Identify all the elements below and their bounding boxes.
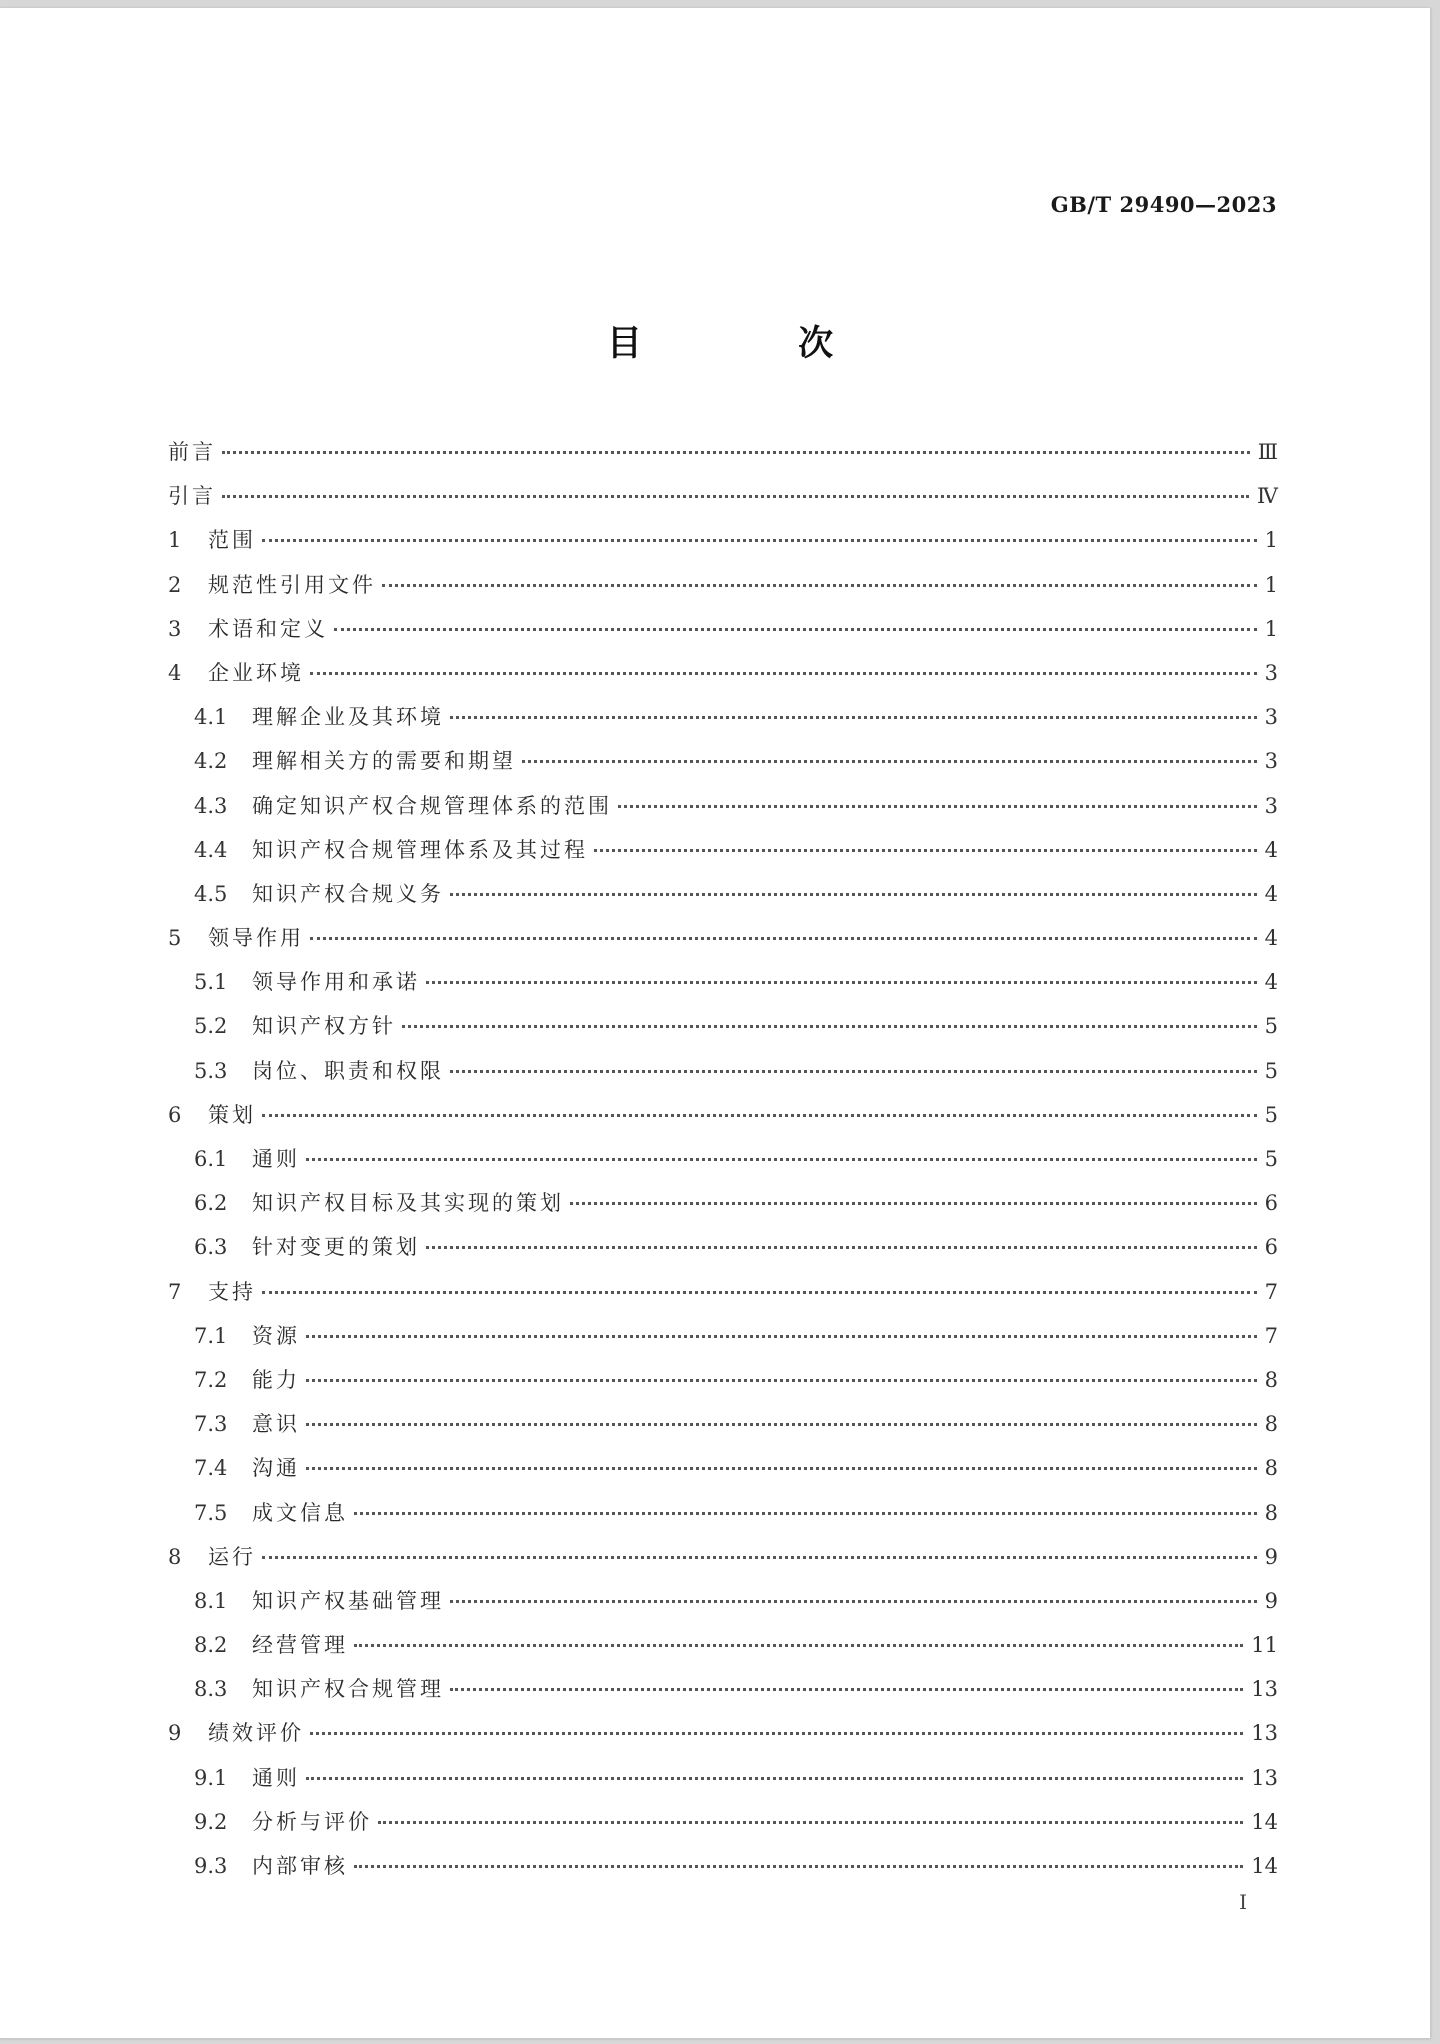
toc-entry-number: 4.3 bbox=[194, 793, 228, 818]
toc-entry-number: 8.2 bbox=[194, 1633, 228, 1658]
toc-entry-page: 14 bbox=[1251, 1809, 1278, 1834]
toc-entry[interactable] bbox=[168, 922, 1278, 966]
toc-entry[interactable] bbox=[168, 1276, 1278, 1320]
toc-entry-title: 针对变更的策划 bbox=[252, 1235, 420, 1260]
toc-entry[interactable] bbox=[168, 1806, 1278, 1850]
toc-entry[interactable] bbox=[168, 569, 1278, 613]
toc-entry-title: 通则 bbox=[252, 1765, 300, 1790]
toc-leader-dots bbox=[262, 539, 1257, 542]
toc-entry-page: 4 bbox=[1264, 970, 1278, 995]
toc-leader-dots bbox=[450, 893, 1257, 896]
standard-code: GB/T 29490—2023 bbox=[1050, 192, 1277, 217]
toc-entry-page: 14 bbox=[1251, 1854, 1278, 1878]
toc-entry-title: 成文信息 bbox=[252, 1500, 348, 1525]
toc-leader-dots bbox=[222, 495, 1249, 498]
toc-entry-title: 能力 bbox=[252, 1367, 300, 1392]
toc-entry[interactable] bbox=[168, 1497, 1278, 1541]
toc-entry-page: 13 bbox=[1251, 1765, 1278, 1790]
toc-entry[interactable] bbox=[168, 1010, 1278, 1054]
toc-entry-number: 4.5 bbox=[194, 881, 228, 906]
toc-entry-title: 支持 bbox=[208, 1279, 256, 1304]
toc-entry-page: 6 bbox=[1264, 1191, 1278, 1216]
toc-entry[interactable] bbox=[168, 790, 1278, 834]
toc-entry[interactable] bbox=[168, 1762, 1278, 1806]
toc-leader-dots bbox=[310, 937, 1257, 940]
toc-entry-page: 5 bbox=[1264, 1147, 1278, 1171]
toc-leader-dots bbox=[450, 1070, 1257, 1073]
toc-leader-dots bbox=[522, 760, 1257, 763]
toc-entry-title: 岗位、职责和权限 bbox=[252, 1058, 444, 1083]
toc-entry-title: 确定知识产权合规管理体系的范围 bbox=[252, 793, 612, 818]
toc-entry-title: 通则 bbox=[252, 1147, 300, 1171]
toc-entry-number: 7.2 bbox=[194, 1367, 228, 1392]
toc-entry-page: 5 bbox=[1264, 1102, 1278, 1127]
toc-entry-title: 领导作用 bbox=[208, 926, 304, 951]
toc-entry-page: 4 bbox=[1264, 926, 1278, 951]
toc-leader-dots bbox=[354, 1512, 1257, 1515]
toc-entry[interactable] bbox=[168, 1099, 1278, 1143]
toc-entry-page: 13 bbox=[1251, 1677, 1278, 1702]
toc-entry[interactable] bbox=[168, 1364, 1278, 1408]
toc-leader-dots bbox=[450, 1600, 1257, 1603]
toc-leader-dots bbox=[306, 1335, 1257, 1338]
toc-entry-title: 知识产权合规管理体系及其过程 bbox=[252, 837, 588, 862]
toc-entry-title: 范围 bbox=[208, 528, 256, 553]
toc-entry-page: 3 bbox=[1264, 749, 1278, 774]
toc-entry-number: 6.1 bbox=[194, 1147, 228, 1171]
toc-entry-title: 绩效评价 bbox=[208, 1721, 304, 1746]
toc-entry[interactable] bbox=[168, 966, 1278, 1010]
toc-entry-number: 7 bbox=[168, 1279, 182, 1304]
toc-entry[interactable] bbox=[168, 878, 1278, 922]
toc-leader-dots bbox=[426, 981, 1257, 984]
toc-entry-page: 5 bbox=[1264, 1014, 1278, 1039]
toc-leader-dots bbox=[450, 716, 1257, 719]
toc-entry-page: 3 bbox=[1264, 660, 1278, 685]
toc-entry-number: 8.1 bbox=[194, 1588, 228, 1613]
toc-leader-dots bbox=[262, 1556, 1257, 1559]
toc-entry-title: 领导作用和承诺 bbox=[252, 970, 420, 995]
toc-entry-number: 7.3 bbox=[194, 1412, 228, 1437]
document-page bbox=[0, 8, 1431, 2039]
toc-entry[interactable] bbox=[168, 1629, 1278, 1673]
toc-entry-page: 8 bbox=[1264, 1456, 1278, 1481]
toc-entry-title: 术语和定义 bbox=[208, 616, 328, 641]
toc-entry-number: 4.1 bbox=[194, 705, 228, 730]
toc-entry-title: 运行 bbox=[208, 1544, 256, 1569]
toc-entry-page: 8 bbox=[1264, 1500, 1278, 1525]
toc-entry-page: 7 bbox=[1264, 1323, 1278, 1348]
toc-entry-number: 4 bbox=[168, 660, 182, 685]
toc-entry-number: 9.2 bbox=[194, 1809, 228, 1834]
toc-entry-title: 知识产权合规义务 bbox=[252, 881, 444, 906]
toc-entry-number: 5.2 bbox=[194, 1014, 228, 1039]
toc-entry[interactable] bbox=[168, 524, 1278, 568]
toc-entry-title: 沟通 bbox=[252, 1456, 300, 1481]
toc-entry-number: 1 bbox=[168, 528, 182, 553]
toc-entry-number: 9 bbox=[168, 1721, 182, 1746]
toc-leader-dots bbox=[402, 1025, 1257, 1028]
toc-entry[interactable] bbox=[168, 436, 1278, 480]
page-title: 目 次 bbox=[606, 324, 906, 364]
toc-entry-number: 5 bbox=[168, 926, 182, 951]
toc-entry-title: 知识产权合规管理 bbox=[252, 1677, 444, 1702]
toc-leader-dots bbox=[618, 805, 1257, 808]
toc-entry-page: 4 bbox=[1264, 837, 1278, 862]
toc-entry[interactable] bbox=[168, 1320, 1278, 1364]
toc-leader-dots bbox=[354, 1644, 1243, 1647]
toc-entry[interactable] bbox=[168, 657, 1278, 701]
toc-entry[interactable] bbox=[168, 480, 1278, 524]
toc-entry[interactable] bbox=[168, 1055, 1278, 1099]
toc-entry-title: 理解企业及其环境 bbox=[252, 705, 444, 730]
toc-leader-dots bbox=[222, 451, 1250, 454]
table-of-contents bbox=[168, 436, 1278, 1894]
toc-entry-number: 7.5 bbox=[194, 1500, 228, 1525]
toc-leader-dots bbox=[306, 1423, 1257, 1426]
toc-entry-number: 6.3 bbox=[194, 1235, 228, 1260]
toc-entry-page: 9 bbox=[1264, 1588, 1278, 1613]
toc-entry[interactable] bbox=[168, 1231, 1278, 1275]
toc-leader-dots bbox=[306, 1467, 1257, 1470]
toc-entry-title: 企业环境 bbox=[208, 660, 304, 685]
toc-leader-dots bbox=[334, 628, 1257, 631]
toc-entry[interactable] bbox=[168, 1408, 1278, 1452]
toc-entry-title: 知识产权目标及其实现的策划 bbox=[252, 1191, 564, 1216]
toc-entry-number: 5.1 bbox=[194, 970, 228, 995]
toc-entry-number: 4.4 bbox=[194, 837, 228, 862]
toc-entry-page: 1 bbox=[1264, 528, 1278, 553]
toc-entry-title: 资源 bbox=[252, 1323, 300, 1348]
toc-leader-dots bbox=[310, 672, 1257, 675]
toc-entry-title: 内部审核 bbox=[252, 1854, 348, 1878]
toc-entry-number: 6.2 bbox=[194, 1191, 228, 1216]
toc-entry-page: 3 bbox=[1264, 793, 1278, 818]
toc-leader-dots bbox=[262, 1291, 1257, 1294]
toc-entry-title: 分析与评价 bbox=[252, 1809, 372, 1834]
toc-entry-title: 知识产权方针 bbox=[252, 1014, 396, 1039]
toc-entry[interactable] bbox=[168, 1585, 1278, 1629]
toc-entry-number: 3 bbox=[168, 616, 182, 641]
toc-entry[interactable] bbox=[168, 1143, 1278, 1187]
toc-leader-dots bbox=[306, 1158, 1257, 1161]
toc-entry-page: 1 bbox=[1264, 572, 1278, 597]
toc-entry[interactable] bbox=[168, 1850, 1278, 1894]
toc-entry-page: 9 bbox=[1264, 1544, 1278, 1569]
toc-entry-number: 8 bbox=[168, 1544, 182, 1569]
toc-leader-dots bbox=[570, 1202, 1257, 1205]
toc-entry-page: Ⅳ bbox=[1257, 484, 1278, 509]
toc-entry-number: 6 bbox=[168, 1102, 182, 1127]
toc-entry-page: 8 bbox=[1264, 1367, 1278, 1392]
toc-entry[interactable] bbox=[168, 745, 1278, 789]
toc-entry[interactable] bbox=[168, 1717, 1278, 1761]
toc-entry-page: 8 bbox=[1264, 1412, 1278, 1437]
toc-entry-title: 经营管理 bbox=[252, 1633, 348, 1658]
toc-entry-page: 5 bbox=[1264, 1058, 1278, 1083]
toc-entry-title: 意识 bbox=[252, 1412, 300, 1437]
toc-entry-page: 1 bbox=[1264, 616, 1278, 641]
toc-leader-dots bbox=[450, 1688, 1243, 1691]
toc-leader-dots bbox=[262, 1114, 1257, 1117]
toc-entry-page: 13 bbox=[1251, 1721, 1278, 1746]
toc-entry-page: Ⅲ bbox=[1257, 440, 1278, 464]
toc-leader-dots bbox=[306, 1777, 1243, 1780]
toc-entry[interactable] bbox=[168, 834, 1278, 878]
toc-leader-dots bbox=[354, 1865, 1243, 1868]
toc-entry-number: 9.3 bbox=[194, 1854, 228, 1878]
toc-entry-title: 引言 bbox=[168, 484, 216, 509]
toc-entry-number: 7.1 bbox=[194, 1323, 228, 1348]
page-number: I bbox=[1239, 1890, 1247, 1914]
toc-entry-number: 9.1 bbox=[194, 1765, 228, 1790]
toc-entry[interactable] bbox=[168, 1673, 1278, 1717]
toc-entry[interactable] bbox=[168, 1541, 1278, 1585]
toc-entry-page: 11 bbox=[1251, 1633, 1278, 1658]
toc-leader-dots bbox=[378, 1821, 1243, 1824]
toc-entry-page: 3 bbox=[1264, 705, 1278, 730]
toc-entry[interactable] bbox=[168, 1187, 1278, 1231]
toc-leader-dots bbox=[306, 1379, 1257, 1382]
toc-entry-number: 7.4 bbox=[194, 1456, 228, 1481]
toc-entry-page: 4 bbox=[1264, 881, 1278, 906]
toc-leader-dots bbox=[310, 1732, 1243, 1735]
toc-entry-title: 前言 bbox=[168, 440, 216, 464]
toc-entry-number: 5.3 bbox=[194, 1058, 228, 1083]
toc-leader-dots bbox=[382, 584, 1257, 587]
toc-entry-page: 7 bbox=[1264, 1279, 1278, 1304]
toc-entry-title: 规范性引用文件 bbox=[208, 572, 376, 597]
toc-entry[interactable] bbox=[168, 701, 1278, 745]
toc-entry[interactable] bbox=[168, 613, 1278, 657]
toc-entry-title: 知识产权基础管理 bbox=[252, 1588, 444, 1613]
toc-entry[interactable] bbox=[168, 1452, 1278, 1496]
toc-entry-number: 4.2 bbox=[194, 749, 228, 774]
toc-entry-number: 2 bbox=[168, 572, 182, 597]
toc-entry-page: 6 bbox=[1264, 1235, 1278, 1260]
toc-leader-dots bbox=[594, 849, 1257, 852]
toc-entry-title: 理解相关方的需要和期望 bbox=[252, 749, 516, 774]
toc-leader-dots bbox=[426, 1246, 1257, 1249]
toc-entry-number: 8.3 bbox=[194, 1677, 228, 1702]
toc-entry-title: 策划 bbox=[208, 1102, 256, 1127]
